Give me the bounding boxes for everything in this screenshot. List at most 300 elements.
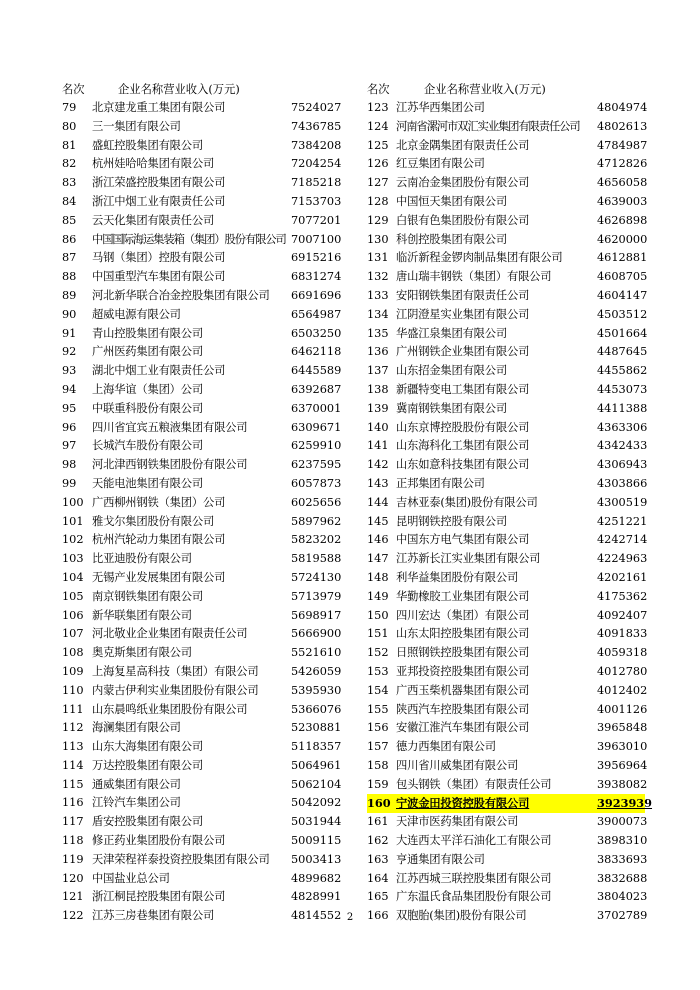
- revenue-cell: 3956964: [597, 758, 648, 772]
- revenue-cell: 5666900: [291, 627, 342, 641]
- rank-cell: 142: [367, 458, 389, 472]
- left-column: [62, 81, 357, 926]
- revenue-cell: 4604147: [597, 288, 648, 302]
- table-row: [62, 325, 357, 344]
- table-row: [62, 249, 357, 268]
- table-row: [367, 550, 648, 569]
- rank-cell: 113: [62, 740, 84, 754]
- table-row: [367, 155, 648, 174]
- revenue-cell: 3898310: [597, 834, 648, 848]
- revenue-cell: 3833693: [597, 852, 648, 866]
- company-name-cell: 双胞胎(集团)股份有限公司: [396, 909, 527, 923]
- table-row: [62, 550, 357, 569]
- rank-cell: 83: [62, 176, 77, 190]
- revenue-cell: 4363306: [597, 420, 648, 434]
- rank-cell: 143: [367, 476, 389, 490]
- table-row: [62, 212, 357, 231]
- revenue-cell: 4242714: [597, 533, 648, 547]
- table-row: [367, 813, 648, 832]
- company-name-cell: 盛虹控股集团有限公司: [92, 138, 203, 152]
- rank-cell: 160: [367, 796, 391, 811]
- left-rows: [62, 99, 357, 926]
- company-name-cell: 长城汽车股份有限公司: [92, 439, 203, 453]
- company-name-cell: 昆明钢铁控股有限公司: [396, 514, 507, 528]
- rank-cell: 109: [62, 664, 84, 678]
- company-name-cell: 天津市医药集团有限公司: [396, 815, 519, 829]
- company-name-cell: 红豆集团有限公司: [396, 157, 485, 171]
- company-name-cell: 亨通集团有限公司: [396, 852, 485, 866]
- company-name-cell: 江苏西城三联控股集团有限公司: [396, 871, 552, 885]
- revenue-cell: 4411388: [597, 401, 648, 415]
- revenue-cell: 4059318: [597, 646, 648, 660]
- table-row: [367, 118, 648, 137]
- company-name-cell: 江苏华西集团公司: [396, 101, 485, 114]
- rank-cell: 115: [62, 777, 84, 791]
- rank-cell: 127: [367, 176, 389, 190]
- rank-cell: 85: [62, 213, 77, 227]
- company-name-cell: 白银有色集团股份有限公司: [396, 213, 530, 227]
- rank-cell: 119: [62, 852, 84, 866]
- company-name-cell: 云天化集团有限责任公司: [92, 213, 215, 227]
- table-row: [62, 682, 357, 701]
- company-name-cell: 江苏三房巷集团有限公司: [92, 909, 215, 923]
- company-name-cell: 三一集团有限公司: [92, 119, 181, 133]
- company-name-cell: 江铃汽车集团公司: [92, 796, 181, 810]
- table-header: [62, 81, 357, 99]
- table-row: [62, 99, 357, 118]
- rank-header: 名次: [367, 83, 390, 96]
- rank-cell: 95: [62, 401, 77, 415]
- rank-cell: 97: [62, 439, 77, 453]
- company-name-cell: 比亚迪股份有限公司: [92, 552, 192, 566]
- company-name-cell: 天能电池集团有限公司: [92, 476, 203, 490]
- rank-cell: 154: [367, 683, 389, 697]
- rank-cell: 104: [62, 570, 84, 584]
- revenue-cell: 6370001: [291, 401, 342, 415]
- revenue-cell: 4503512: [597, 307, 648, 321]
- company-name-cell: 宁波金田投资控股有限公司: [396, 796, 530, 811]
- revenue-cell: 4012780: [597, 664, 648, 678]
- revenue-cell: 4784987: [597, 138, 648, 152]
- company-name-cell: 江苏新长江实业集团有限公司: [396, 552, 541, 566]
- rank-cell: 101: [62, 514, 84, 528]
- table-row: [62, 343, 357, 362]
- table-row: [367, 588, 648, 607]
- company-name-cell: 浙江中烟工业有限责任公司: [92, 194, 226, 208]
- company-name-cell: 超威电源有限公司: [92, 307, 181, 321]
- company-name-cell: 四川宏达（集团）有限公司: [396, 608, 530, 622]
- revenue-cell: 4487645: [597, 345, 648, 359]
- revenue-cell: 5724130: [291, 570, 342, 584]
- company-name-cell: 无锡产业发展集团有限公司: [92, 570, 226, 584]
- rank-cell: 129: [367, 213, 389, 227]
- rank-cell: 133: [367, 288, 389, 302]
- rank-cell: 158: [367, 758, 389, 772]
- company-name-cell: 北京建龙重工集团有限公司: [92, 101, 226, 114]
- company-name-cell: 海澜集团有限公司: [92, 721, 181, 735]
- table-row: [367, 494, 648, 513]
- revenue-cell: 5118357: [291, 740, 342, 754]
- revenue-cell: 6392687: [291, 382, 342, 396]
- table-row: [62, 494, 357, 513]
- rank-cell: 159: [367, 777, 389, 791]
- revenue-cell: 5713979: [291, 589, 342, 603]
- rank-cell: 141: [367, 439, 389, 453]
- revenue-cell: 5823202: [291, 533, 342, 547]
- table-row: [62, 719, 357, 738]
- rank-cell: 137: [367, 364, 389, 378]
- company-name-cell: 山东太阳控股集团有限公司: [396, 627, 530, 641]
- revenue-cell: 4224963: [597, 552, 648, 566]
- table-row: [367, 99, 648, 118]
- rank-cell: 86: [62, 232, 77, 246]
- name-revenue-header: 企业名称营业收入(万元): [424, 83, 546, 96]
- table-row: [62, 362, 357, 381]
- rank-cell: 162: [367, 834, 389, 848]
- table-row: [367, 738, 648, 757]
- table-row: [62, 813, 357, 832]
- company-name-cell: 山东京博控股股份有限公司: [396, 420, 530, 434]
- rank-cell: 156: [367, 721, 389, 735]
- table-row: [62, 531, 357, 550]
- revenue-cell: 3900073: [597, 815, 648, 829]
- rank-cell: 147: [367, 552, 389, 566]
- company-name-cell: 江阴澄星实业集团有限公司: [396, 307, 530, 321]
- revenue-cell: 4453073: [597, 382, 648, 396]
- table-row: [62, 306, 357, 325]
- company-name-cell: 河南省漯河市双汇实业集团有限责任公司: [396, 119, 580, 133]
- rank-cell: 149: [367, 589, 389, 603]
- table-row: [367, 625, 648, 644]
- company-name-cell: 中国东方电气集团有限公司: [396, 533, 530, 547]
- company-name-cell: 杭州汽轮动力集团有限公司: [92, 533, 226, 547]
- table-row: [367, 663, 648, 682]
- table-row: [62, 625, 357, 644]
- rank-cell: 151: [367, 627, 389, 641]
- revenue-cell: 5230881: [291, 721, 342, 735]
- company-name-cell: 南京钢铁集团有限公司: [92, 589, 203, 603]
- company-name-cell: 青山控股集团有限公司: [92, 326, 203, 340]
- company-name-cell: 杭州娃哈哈集团有限公司: [92, 157, 215, 171]
- rank-cell: 126: [367, 157, 389, 171]
- table-row: [62, 757, 357, 776]
- rank-cell: 98: [62, 458, 77, 472]
- rank-cell: 117: [62, 815, 84, 829]
- table-row: [62, 268, 357, 287]
- table-row: [62, 870, 357, 889]
- table-row: [62, 701, 357, 720]
- rank-cell: 92: [62, 345, 77, 359]
- table-row: [62, 287, 357, 306]
- company-name-cell: 云南冶金集团股份有限公司: [396, 176, 530, 190]
- table-row: [367, 719, 648, 738]
- revenue-cell: 3963010: [597, 740, 648, 754]
- revenue-cell: 5395930: [291, 683, 342, 697]
- company-name-cell: 包头钢铁（集团）有限责任公司: [396, 777, 552, 791]
- company-name-cell: 广西玉柴机器集团有限公司: [396, 683, 530, 697]
- rank-cell: 96: [62, 420, 77, 434]
- table-row: [367, 776, 648, 795]
- table-row: [367, 531, 648, 550]
- rank-cell: 108: [62, 646, 84, 660]
- revenue-cell: 6503250: [291, 326, 342, 340]
- company-name-cell: 广州医药集团有限公司: [92, 345, 203, 359]
- revenue-cell: 7185218: [291, 176, 342, 190]
- revenue-cell: 6691696: [291, 288, 342, 302]
- company-name-cell: 中国恒天集团有限公司: [396, 194, 507, 208]
- company-name-cell: 华勤橡胶工业集团有限公司: [396, 589, 530, 603]
- rank-cell: 87: [62, 251, 77, 265]
- rank-cell: 152: [367, 646, 389, 660]
- company-name-cell: 上海复星高科技（集团）有限公司: [92, 664, 259, 678]
- revenue-cell: 6237595: [291, 458, 342, 472]
- rank-header: 名次: [62, 83, 85, 96]
- company-name-cell: 四川省川威集团有限公司: [396, 758, 519, 772]
- revenue-cell: 5366076: [291, 702, 342, 716]
- company-name-cell: 正邦集团有限公司: [396, 476, 485, 490]
- rank-cell: 100: [62, 495, 84, 509]
- revenue-cell: 4175362: [597, 589, 648, 603]
- table-row: [62, 174, 357, 193]
- revenue-cell: 7204254: [291, 157, 342, 171]
- revenue-cell: 5819588: [291, 552, 342, 566]
- table-row: [62, 607, 357, 626]
- table-row: [367, 888, 648, 907]
- rank-cell: 122: [62, 909, 84, 923]
- table-row: [62, 400, 357, 419]
- table-row: [367, 249, 648, 268]
- revenue-cell: 4251221: [597, 514, 648, 528]
- rank-cell: 155: [367, 702, 389, 716]
- table-row: [62, 644, 357, 663]
- company-name-cell: 马钢（集团）控股有限公司: [92, 251, 226, 265]
- rank-cell: 136: [367, 345, 389, 359]
- revenue-cell: 7153703: [291, 194, 342, 208]
- company-name-cell: 华盛江泉集团有限公司: [396, 326, 507, 340]
- company-name-cell: 北京金隅集团有限责任公司: [396, 138, 530, 152]
- rank-cell: 84: [62, 194, 77, 208]
- company-name-cell: 冀南钢铁集团有限公司: [396, 401, 507, 415]
- rank-cell: 145: [367, 514, 389, 528]
- revenue-cell: 6915216: [291, 251, 342, 265]
- table-row: [62, 437, 357, 456]
- table-row: [367, 851, 648, 870]
- rank-cell: 93: [62, 364, 77, 378]
- rank-cell: 148: [367, 570, 389, 584]
- revenue-cell: 4091833: [597, 627, 648, 641]
- revenue-cell: 5062104: [291, 777, 342, 791]
- rank-cell: 99: [62, 476, 77, 490]
- table-header: [367, 81, 645, 99]
- revenue-cell: 3965848: [597, 721, 648, 735]
- rank-cell: 80: [62, 119, 77, 133]
- rank-cell: 111: [62, 702, 84, 716]
- rank-cell: 89: [62, 288, 77, 302]
- revenue-cell: 4802613: [597, 119, 648, 133]
- company-name-cell: 中联重科股份有限公司: [92, 401, 203, 415]
- company-name-cell: 广州钢铁企业集团有限公司: [396, 345, 530, 359]
- company-name-cell: 四川省宜宾五粮液集团有限公司: [92, 420, 248, 434]
- table-row: [367, 343, 648, 362]
- rank-cell: 144: [367, 495, 389, 509]
- rank-cell: 105: [62, 589, 84, 603]
- company-name-cell: 山东如意科技集团有限公司: [396, 458, 530, 472]
- revenue-cell: 4712826: [597, 157, 648, 171]
- company-name-cell: 科创控股集团有限公司: [396, 232, 507, 246]
- table-row: [62, 832, 357, 851]
- rank-cell: 102: [62, 533, 84, 547]
- table-row: [62, 851, 357, 870]
- company-name-cell: 德力西集团有限公司: [396, 740, 496, 754]
- table-row: [62, 663, 357, 682]
- table-row: [367, 456, 648, 475]
- rank-cell: 103: [62, 552, 84, 566]
- revenue-cell: 4501664: [597, 326, 648, 340]
- revenue-cell: 4012402: [597, 683, 648, 697]
- revenue-cell: 4620000: [597, 232, 648, 246]
- rank-cell: 164: [367, 871, 389, 885]
- rank-cell: 130: [367, 232, 389, 246]
- revenue-cell: 4612881: [597, 251, 648, 265]
- rank-cell: 110: [62, 683, 84, 697]
- rank-cell: 82: [62, 157, 77, 171]
- revenue-cell: 3938082: [597, 777, 648, 791]
- revenue-cell: 6462118: [291, 345, 342, 359]
- rank-cell: 79: [62, 101, 77, 114]
- table-row: [367, 231, 648, 250]
- rank-cell: 120: [62, 871, 84, 885]
- table-row: [62, 137, 357, 156]
- company-name-cell: 亚邦投资控股集团有限公司: [396, 664, 530, 678]
- revenue-cell: 7077201: [291, 213, 342, 227]
- table-row: [367, 193, 648, 212]
- table-row: [62, 794, 357, 813]
- rank-cell: 123: [367, 101, 389, 114]
- rank-cell: 118: [62, 834, 84, 848]
- revenue-cell: 5521610: [291, 646, 342, 660]
- rank-cell: 90: [62, 307, 77, 321]
- revenue-cell: 6445589: [291, 364, 342, 378]
- revenue-cell: 6564987: [291, 307, 342, 321]
- company-name-cell: 山东晨鸣纸业集团股份有限公司: [92, 702, 248, 716]
- table-row: [367, 513, 648, 532]
- rank-cell: 166: [367, 909, 389, 923]
- revenue-cell: 7524027: [291, 101, 342, 114]
- table-row-highlighted: [367, 794, 653, 813]
- revenue-cell: 4626898: [597, 213, 648, 227]
- revenue-cell: 4092407: [597, 608, 648, 622]
- table-row: [367, 268, 648, 287]
- company-name-cell: 中国重型汽车集团有限公司: [92, 270, 226, 284]
- rank-cell: 165: [367, 890, 389, 904]
- company-name-cell: 吉林亚泰(集团)股份有限公司: [396, 495, 538, 509]
- company-name-cell: 中国盐业总公司: [92, 871, 170, 885]
- company-name-cell: 上海华谊（集团）公司: [92, 382, 203, 396]
- revenue-cell: 4001126: [597, 702, 648, 716]
- revenue-cell: 6831274: [291, 270, 342, 284]
- revenue-cell: 4804974: [597, 101, 648, 114]
- table-row: [62, 738, 357, 757]
- rank-cell: 88: [62, 270, 77, 284]
- revenue-cell: 7436785: [291, 119, 342, 133]
- table-row: [62, 588, 357, 607]
- company-name-cell: 中国国际海运集装箱（集团）股份有限公司: [92, 232, 286, 246]
- rank-cell: 146: [367, 533, 389, 547]
- rank-cell: 91: [62, 326, 77, 340]
- table-row: [367, 870, 648, 889]
- table-row: [367, 569, 648, 588]
- revenue-cell: 3923939: [597, 796, 653, 811]
- table-row: [367, 362, 648, 381]
- rank-cell: 114: [62, 758, 84, 772]
- revenue-cell: 5698917: [291, 608, 342, 622]
- company-name-cell: 唐山瑞丰钢铁（集团）有限公司: [396, 270, 552, 284]
- table-row: [367, 437, 648, 456]
- company-name-cell: 临沂新程金锣肉制品集团有限公司: [396, 251, 563, 265]
- company-name-cell: 湖北中烟工业有限责任公司: [92, 364, 226, 378]
- company-name-cell: 山东招金集团有限公司: [396, 364, 507, 378]
- revenue-cell: 4899682: [291, 871, 342, 885]
- rank-cell: 125: [367, 138, 389, 152]
- table-row: [62, 193, 357, 212]
- company-name-cell: 安徽江淮汽车集团有限公司: [396, 721, 530, 735]
- name-revenue-header: 企业名称营业收入(万元): [118, 83, 240, 96]
- revenue-cell: 3702789: [597, 909, 648, 923]
- company-name-cell: 修正药业集团股份有限公司: [92, 834, 226, 848]
- table-row: [62, 776, 357, 795]
- table-row: [62, 569, 357, 588]
- table-row: [367, 419, 648, 438]
- table-row: [367, 174, 648, 193]
- table-row: [367, 757, 648, 776]
- table-row: [367, 607, 648, 626]
- rank-cell: 135: [367, 326, 389, 340]
- company-name-cell: 新疆特变电工集团有限公司: [396, 382, 530, 396]
- revenue-cell: 4455862: [597, 364, 648, 378]
- table-row: [62, 231, 357, 250]
- right-rows: [367, 99, 653, 926]
- company-name-cell: 盾安控股集团有限公司: [92, 815, 203, 829]
- revenue-cell: 4202161: [597, 570, 648, 584]
- company-name-cell: 浙江桐昆控股集团有限公司: [92, 890, 226, 904]
- revenue-cell: 3804023: [597, 890, 648, 904]
- company-name-cell: 河北新华联合冶金控股集团有限公司: [92, 288, 270, 302]
- revenue-cell: 4300519: [597, 495, 648, 509]
- table-row: [367, 644, 648, 663]
- rank-cell: 81: [62, 138, 77, 152]
- revenue-cell: 4656058: [597, 176, 648, 190]
- table-row: [367, 400, 648, 419]
- revenue-cell: 6057873: [291, 476, 342, 490]
- company-name-cell: 内蒙古伊利实业集团股份有限公司: [92, 683, 259, 697]
- table-row: [62, 888, 357, 907]
- revenue-cell: 5042092: [291, 796, 342, 810]
- table-row: [367, 137, 648, 156]
- rank-cell: 163: [367, 852, 389, 866]
- revenue-cell: 4608705: [597, 270, 648, 284]
- company-name-cell: 山东大海集团有限公司: [92, 740, 203, 754]
- company-name-cell: 河北津西钢铁集团股份有限公司: [92, 458, 248, 472]
- company-name-cell: 日照钢铁控股集团有限公司: [396, 646, 530, 660]
- table-row: [62, 513, 357, 532]
- revenue-cell: 3832688: [597, 871, 648, 885]
- rank-cell: 139: [367, 401, 389, 415]
- revenue-cell: 5426059: [291, 664, 342, 678]
- company-name-cell: 通威集团有限公司: [92, 777, 181, 791]
- table-row: [367, 832, 648, 851]
- revenue-cell: 7384208: [291, 138, 342, 152]
- table-row: [62, 456, 357, 475]
